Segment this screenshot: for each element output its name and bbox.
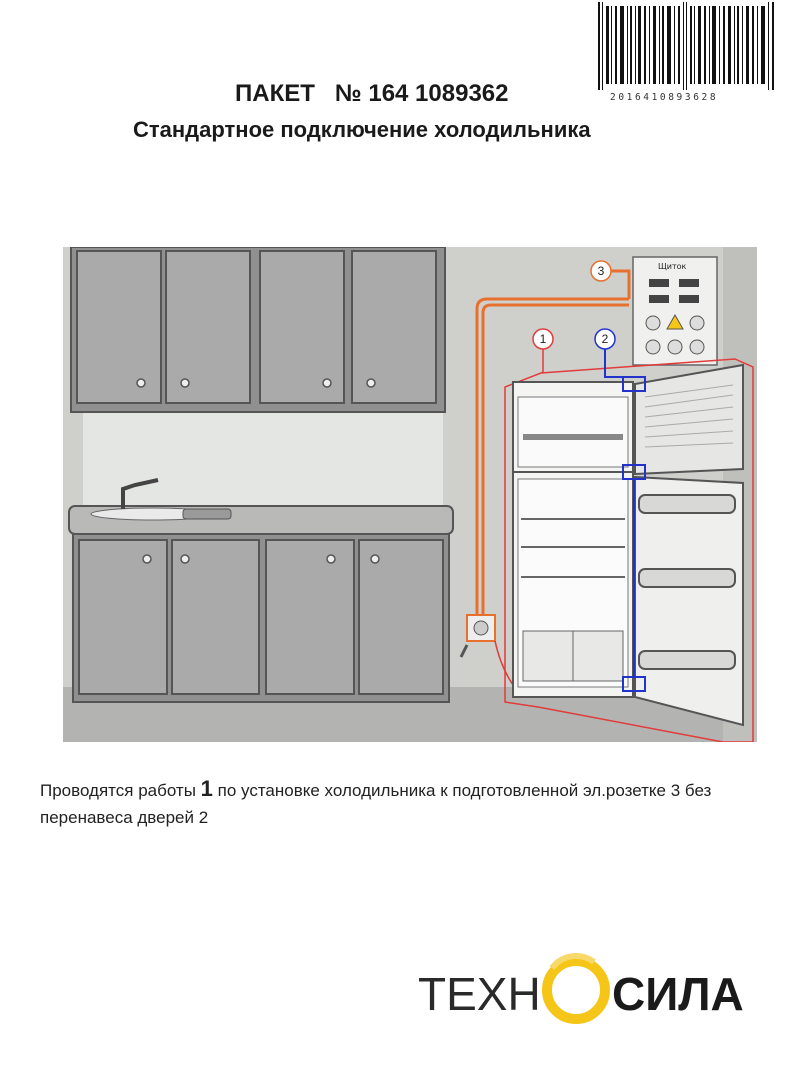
package-title (235, 80, 509, 108)
package-label: ПАКЕТ (235, 80, 315, 107)
logo-sun-icon (547, 956, 605, 1019)
caption (40, 775, 760, 831)
page-subtitle: Стандартное подключение холодильника (133, 117, 591, 142)
callout-3: 3 (597, 264, 605, 278)
technosila-logo (418, 930, 758, 1030)
upper-cabinets (71, 247, 445, 412)
logo-text-left: ТЕХН (418, 968, 541, 1020)
callout-1: 1 (539, 332, 547, 346)
logo-text-right: СИЛА (612, 968, 744, 1020)
refrigerator (513, 349, 743, 725)
kitchen-illustration (63, 247, 757, 742)
package-number: № 164 1089362 (334, 80, 509, 107)
caption-part2: по установке холодильника к подготовленной эл.розетке 3 без перенавеса дверей 2 (40, 781, 712, 827)
caption-work-number: 1 (200, 776, 213, 801)
barcode-digits: 2016410893628 (610, 92, 719, 103)
callout-2: 2 (601, 332, 609, 346)
panel-label: Щиток (658, 262, 687, 271)
caption-part1: Проводятся работы (40, 781, 201, 800)
electrical-panel (633, 257, 717, 365)
